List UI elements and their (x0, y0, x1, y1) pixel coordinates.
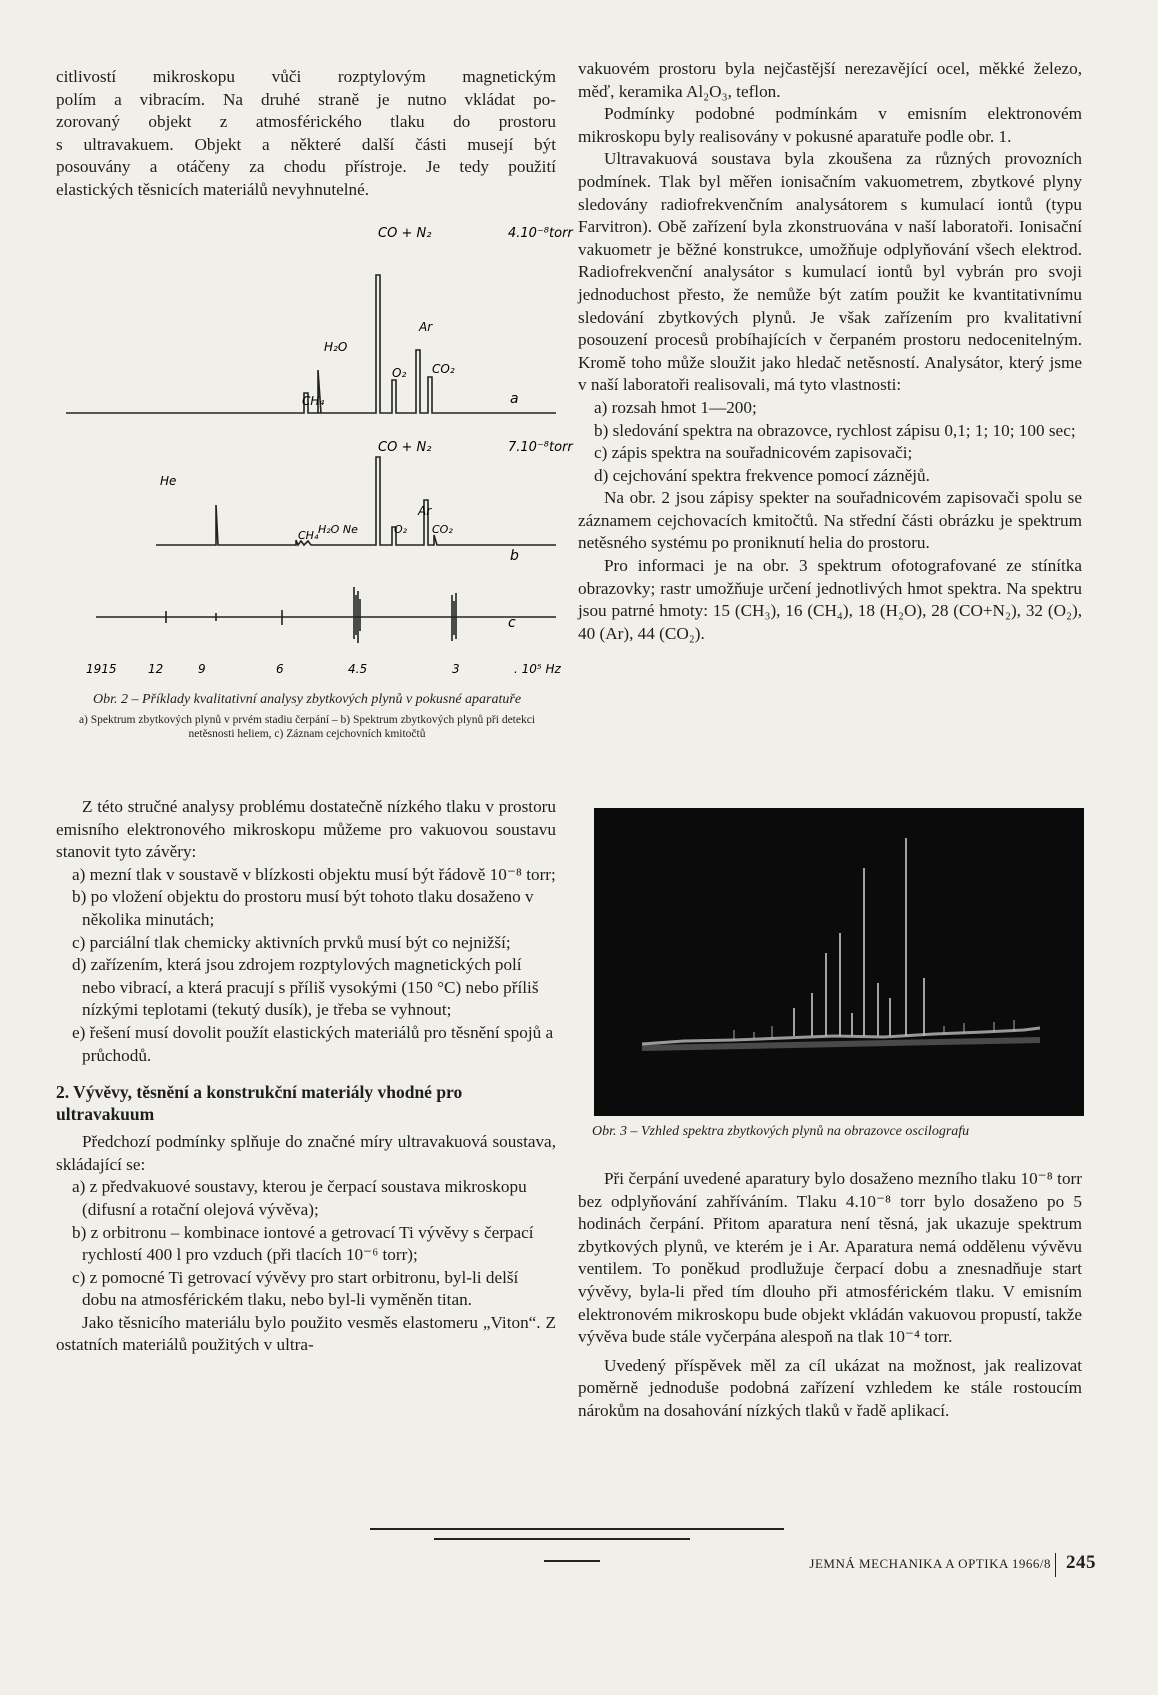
list-item: c) z pomocné Ti getrovací vývěvy pro start orbitronu, byl-li delší dobu na atmosférickém tlaku, nebo byl-li vyměněn titan. (72, 1267, 519, 1310)
list-item: b) po vložení objektu do prostoru musí být tohoto tlaku dosaženo v několika minutách; (72, 887, 534, 929)
figure-2-caption (60, 690, 554, 741)
a-o2-label: O₂ (392, 366, 407, 380)
a-series-label: a (510, 391, 519, 407)
a-h2o-label: H₂O (324, 340, 348, 354)
paragraph: Při čerpání uvedené aparatury bylo dosaženo mezního tlaku 10⁻⁸ torr bez odplyňování zahříváním. Tlaku 4.10⁻⁸ torr bylo dosaženo po 5 hodinách čerpání. Přitom aparatura není těsná, jak ukazuje spektrum zbytkových plynů, ve kterém je i Ar. Aparatura nemá oddělenu vývěvu ventilem. To poněkud prodlužuje čerpací dobu a znesnadňuje start vývěvy, byla-li před tím dlouho při atmosférickém tlaku. V emisním elektronovém mikroskopu bude objekt vkládán vakuovou propustí, takže vývěva bude stále vyčerpána alespoň na tlak 10⁻⁴ torr. (578, 1169, 1082, 1347)
page-footer (809, 1552, 1096, 1577)
a-ch4-label: CH₄ (302, 394, 325, 408)
paragraph: Jako těsnicího materiálu bylo použito vesměs elastomeru „Viton“. Z ostatních materiálů použitých v ultra- (56, 1312, 556, 1355)
journal-name: JEMNÁ MECHANIKA A OPTIKA 1966/8 (809, 1556, 1051, 1571)
top-left-paragraph (56, 66, 556, 202)
b-co2-label: CO₂ (432, 523, 453, 536)
text-line: polím a vibracím. Na druhé straně je nutno vkládat po- (56, 89, 556, 109)
end-rule-1 (370, 1528, 784, 1530)
b-he-label: He (160, 474, 177, 488)
b-ch4-label: CH₄ (298, 529, 319, 542)
c-tick-1915: 1915 (86, 662, 117, 676)
spectrum-a-trace (66, 275, 556, 413)
list-item: c) parciální tlak chemicky aktivních prvků musí být co nejnižší; (72, 932, 511, 952)
text-line: citlivostí mikroskopu vůči rozptylovým magnetickým (56, 67, 556, 86)
text-line: elastických těsnicích materiálů nevyhnutelné. (56, 179, 370, 199)
c-tick-9: 9 (198, 662, 206, 676)
a-peak-label: CO + N₂ (378, 226, 432, 241)
paragraph: Na obr. 2 jsou zápisy spekter na souřadnicovém zapisovači spolu se záznamem cejchovacích kmitočtů. Na střední části obrázku je spektrum netěsného systému po proniknutí helia do prostoru. (578, 488, 1082, 553)
page-number: 245 (1066, 1552, 1096, 1573)
text-line: posouvány a otáčeny za chodu přístroje. Je tedy použití (56, 157, 556, 177)
list-item: d) cejchování spektra frekvence pomocí záznějů. (594, 465, 930, 485)
b-pressure-label: 7.10⁻⁸torr (508, 440, 573, 455)
end-rule-2 (434, 1538, 690, 1540)
paragraph: vakuovém prostoru byla nejčastější nerezavějící ocel, měkké železo, měď, keramika Al₂O₃, teflon. (578, 59, 1082, 101)
section-heading: 2. Vývěvy, těsnění a konstrukční materiály vhodné pro ultravakuum (56, 1082, 463, 1125)
paragraph: Předchozí podmínky splňuje do značné míry ultravakuová soustava, skládající se: (56, 1132, 556, 1174)
text-line: zorovaný objekt z atmosférického tlaku do prostoru (56, 112, 556, 132)
c-tick-3: 3 (452, 662, 460, 676)
list-item: e) řešení musí dovolit použít elastických materiálů pro těsnění spojů a průchodů. (72, 1022, 554, 1065)
paragraph: Ultravakuová soustava byla zkoušena za různých provozních podmínek. Tlak byl měřen ionisačním vakuometrem, zbytkové plyny sledovány radiofrekvenčním analysátorem s kumulací iontů (typu Farvitron). Obě zařízení byla zkonstruována v naší laboratoři. Ionisační vakuometr je běžné konstrukce, umožňuje odplyňování všech elektrod. Radiofrekvenční analysátor s kumulací iontů byl vybrán pro svoji jednoduchost přesto, že nemůže být zatím použit ke kvantitativnímu sledování zbytkových plynů. Je však zařízením pro kvalitativní posouzení procesů probíhajících v čerpaném prostoru nedocenitelným. Kromě toho může sloužit jako hledač netěsností. Analysátor, který jsme v naší laboratoři realisovali, má tyto vlastnosti: (578, 149, 1082, 395)
list-item: b) z orbitronu – kombinace iontové a getrovací Ti vývěvy s čerpací rychlostí 400 l pro vzduch (při tlacích 10⁻⁶ torr); (72, 1222, 534, 1265)
paragraph: Z této stručné analysy problému dostatečně nízkého tlaku v prostoru emisního elektronového mikroskopu můžeme pro vakuovou soustavu stanovit tyto závěry: (56, 797, 556, 862)
b-ar-label: Ar (418, 504, 432, 518)
b-series-label: b (510, 548, 519, 564)
b-peak-label: CO + N₂ (378, 440, 432, 455)
figure-2-spectra (56, 215, 573, 685)
text-line: s ultravakuem. Objekt a některé další části musejí být (56, 134, 556, 154)
paragraph: Uvedený příspěvek měl za cíl ukázat na možnost, jak realizovat poměrně jednoduše podobná zařízení vzhledem ke stále rostoucím nárokům na dosahování nízkých tlaků v řadě aplikací. (578, 1355, 1082, 1420)
b-o2-label: O₂ (394, 523, 408, 536)
figure-3-caption: Obr. 3 – Vzhled spektra zbytkových plynů na obrazovce oscilografu (592, 1124, 970, 1139)
c-tick-12: 12 (148, 662, 164, 676)
c-tick-unit: . 10⁵ Hz (514, 662, 561, 676)
c-tick-6: 6 (276, 662, 284, 676)
footer-separator (1055, 1553, 1056, 1577)
right-body (578, 58, 1082, 645)
list-item: a) mezní tlak v soustavě v blízkosti objektu musí být řádově 10⁻⁸ torr; (72, 864, 556, 884)
c-series-label: c (508, 615, 516, 631)
left-body (56, 796, 556, 1357)
a-co2-label: CO₂ (432, 362, 455, 376)
list-item: d) zařízením, která jsou zdrojem rozptylových magnetických polí nebo vibrací, a která pracují s příliš vysokými (150 °C) nebo příliš nízkými teplotami (tekutý dusík), je třeba se vyhnout; (72, 955, 539, 1020)
a-ar-label: Ar (419, 320, 433, 334)
b-h2o-ne-label: H₂O Ne (318, 523, 358, 536)
paragraph: Pro informaci je na obr. 3 spektrum ofotografované ze stínítka obrazovky; rastr umožňuje určení jednotlivých hmot spektra. Na spektru jsou patrné hmoty: 15 (CH₃), 16 (CH₄), 18 (H₂O), 28 (CO+N₂), 32 (O₂), 40 (Ar), 44 (CO₂). (578, 556, 1082, 643)
list-item: c) zápis spektra na souřadnicovém zapisovači; (594, 443, 913, 463)
list-item: a) rozsah hmot 1—200; (594, 397, 757, 417)
figure-3-oscilloscope-photo (594, 808, 1084, 1116)
list-item: b) sledování spektra na obrazovce, rychlost zápisu 0,1; 1; 10; 100 sec; (594, 420, 1076, 440)
paragraph: Podmínky podobné podmínkám v emisním elektronovém mikroskopu byly realisovány v pokusné aparatuře podle obr. 1. (578, 104, 1082, 146)
a-pressure-label: 4.10⁻⁸torr (508, 226, 573, 241)
end-rule-3 (544, 1560, 600, 1562)
c-tick-45: 4.5 (348, 662, 368, 676)
right-body-lower (578, 1168, 1082, 1423)
caption-title: Obr. 2 – Příklady kvalitativní analysy zbytkových plynů v pokusné aparatuře (92, 692, 522, 707)
caption-detail: a) Spektrum zbytkových plynů v prvém stadiu čerpání – b) Spektrum zbytkových plynů při detekci netěsnosti heliem, c) Záznam cejchovních kmitočtů (78, 714, 536, 740)
list-item: a) z předvakuové soustavy, kterou je čerpací soustava mikroskopu (difusní a rotační olejová vývěva); (72, 1177, 527, 1219)
